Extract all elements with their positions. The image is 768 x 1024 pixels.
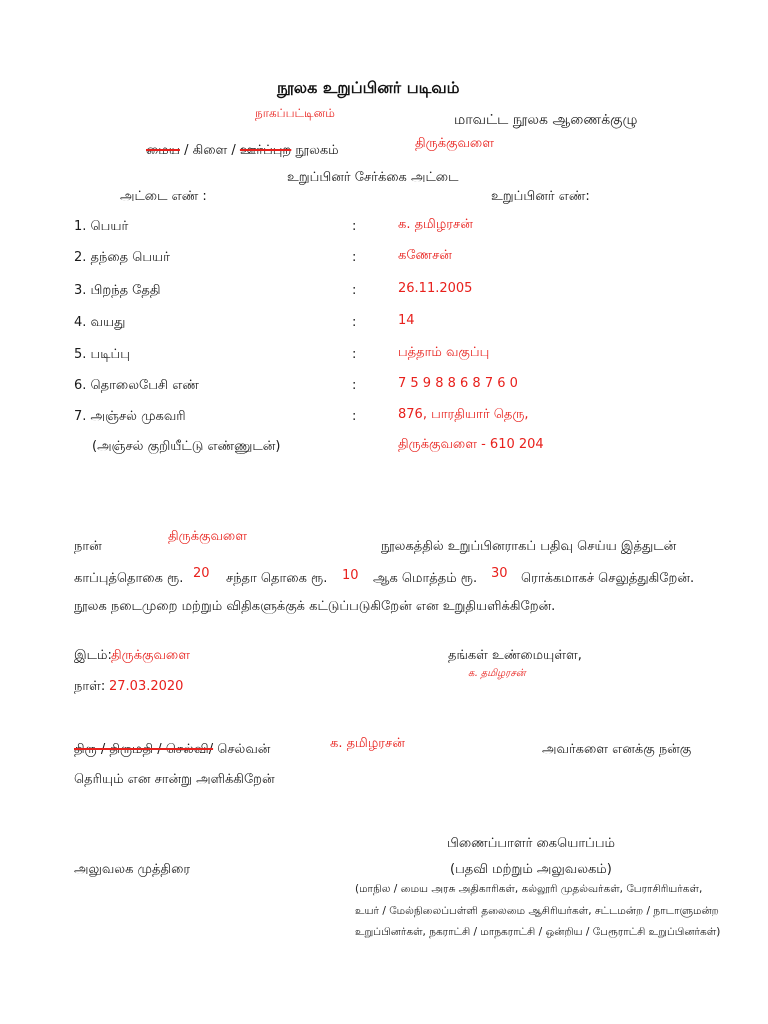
library-type-line: [146, 143, 339, 159]
certification-line1: [74, 742, 270, 758]
title-selected: செல்வன்: [217, 742, 271, 757]
field-colon: :: [352, 315, 357, 330]
certification-rest: அவர்களை எனக்கு நன்கு: [542, 742, 692, 757]
field-value: க. தமிழரசன்: [398, 217, 473, 232]
field-label: 4. வயது: [74, 315, 126, 330]
declaration-i: நான்: [74, 539, 102, 554]
subscription-value: 10: [342, 568, 359, 583]
library-type-village: ஊர்ப்புற: [239, 143, 292, 158]
field-value: திருக்குவளை - 610 204: [398, 437, 544, 452]
eligibility-note-3: உறுப்பினர்கள், நகராட்சி / மாநகராட்சி / ஒன்றிய / பேரூராட்சி உறுப்பினர்கள்): [355, 926, 721, 938]
date-value: 27.03.2020: [109, 679, 184, 694]
applicant-signature: க. தமிழரசன்: [468, 668, 526, 679]
deposit-label: காப்புத்தொகை ரூ.: [74, 571, 184, 586]
field-value: 7 5 9 8 8 6 8 7 6 0: [398, 376, 518, 391]
field-colon: :: [352, 378, 357, 393]
field-colon: :: [352, 219, 357, 234]
certification-line2: தெரியும் என சான்று அளிக்கிறேன்: [74, 772, 275, 787]
subscription-label: சந்தா தொகை ரூ.: [226, 571, 328, 586]
form-title: நூலக உறுப்பினர் படிவம்: [277, 78, 460, 97]
field-colon: :: [352, 250, 357, 265]
place-label: இடம்:: [74, 648, 112, 663]
field-value: 26.11.2005: [398, 281, 473, 296]
pay-text: ரொக்கமாகச் செலுத்துகிறேன்.: [521, 571, 695, 586]
eligibility-note-2: உயர் / மேல்நிலைப்பள்ளி தலைமை ஆசிரியர்கள், சட்டமன்ற / நாடாளுமன்ற: [355, 905, 719, 917]
library-type-suffix: நூலகம்: [295, 143, 339, 158]
field-label: 2. தந்தை பெயர்: [74, 250, 170, 265]
declaration-line3: நூலக நடைமுறை மற்றும் விதிகளுக்குக் கட்டுப்படுகிறேன் என உறுதியளிக்கிறேன்.: [74, 599, 556, 614]
yours-faithfully: தங்கள் உண்மையுள்ள,: [448, 648, 582, 663]
eligibility-note-1: (மாநில / மைய அரசு அதிகாரிகள், கல்லூரி முதல்வர்கள், பேராசிரியர்கள்,: [355, 883, 703, 895]
card-title: உறுப்பினர் சேர்க்கை அட்டை: [287, 170, 459, 185]
field-value: கணேசன்: [398, 248, 452, 263]
field-label: 7. அஞ்சல் முகவரி: [74, 409, 186, 424]
member-number-label: உறுப்பினர் எண்:: [491, 189, 590, 204]
library-type-central: மைய: [146, 143, 180, 158]
deposit-value: 20: [193, 566, 210, 581]
field-label: (அஞ்சல் குறியீட்டு எண்ணுடன்): [92, 439, 281, 454]
field-value: பத்தாம் வகுப்பு: [398, 345, 490, 360]
field-label: 1. பெயர்: [74, 219, 129, 234]
field-value: 876, பாரதியார் தெரு,: [398, 407, 529, 422]
field-label: 6. தொலைபேசி எண்: [74, 378, 199, 393]
date-label: நாள்:: [74, 679, 106, 694]
declaration-line1: நூலகத்தில் உறுப்பினராகப் பதிவு செய்ய இத்துடன்: [381, 539, 677, 554]
declaration-library: திருக்குவளை: [168, 529, 247, 544]
field-colon: :: [352, 347, 357, 362]
field-label: 3. பிறந்த தேதி: [74, 283, 161, 298]
library-type-branch: / கிளை /: [184, 143, 236, 158]
designation-label: (பதவி மற்றும் அலுவலகம்): [450, 862, 612, 877]
card-number-label: அட்டை எண் :: [120, 189, 207, 204]
field-colon: :: [352, 283, 357, 298]
surety-signature-label: பிணைப்பாளர் கையொப்பம்: [447, 836, 615, 851]
office-seal-label: அலுவலக முத்திரை: [74, 862, 191, 877]
field-value: 14: [398, 313, 415, 328]
field-label: 5. படிப்பு: [74, 347, 130, 362]
district-name: நாகப்பட்டினம்: [255, 106, 335, 120]
total-value: 30: [491, 566, 508, 581]
total-label: ஆக மொத்தம் ரூ.: [373, 571, 478, 586]
certified-person-name: க. தமிழரசன்: [330, 736, 405, 751]
field-colon: :: [352, 409, 357, 424]
title-options-struck: திரு / திருமதி / செல்வி/: [74, 742, 214, 757]
committee-name: மாவட்ட நூலக ஆணைக்குழு: [454, 112, 638, 128]
library-name: திருக்குவளை: [415, 136, 494, 151]
place-value: திருக்குவளை: [111, 648, 190, 663]
